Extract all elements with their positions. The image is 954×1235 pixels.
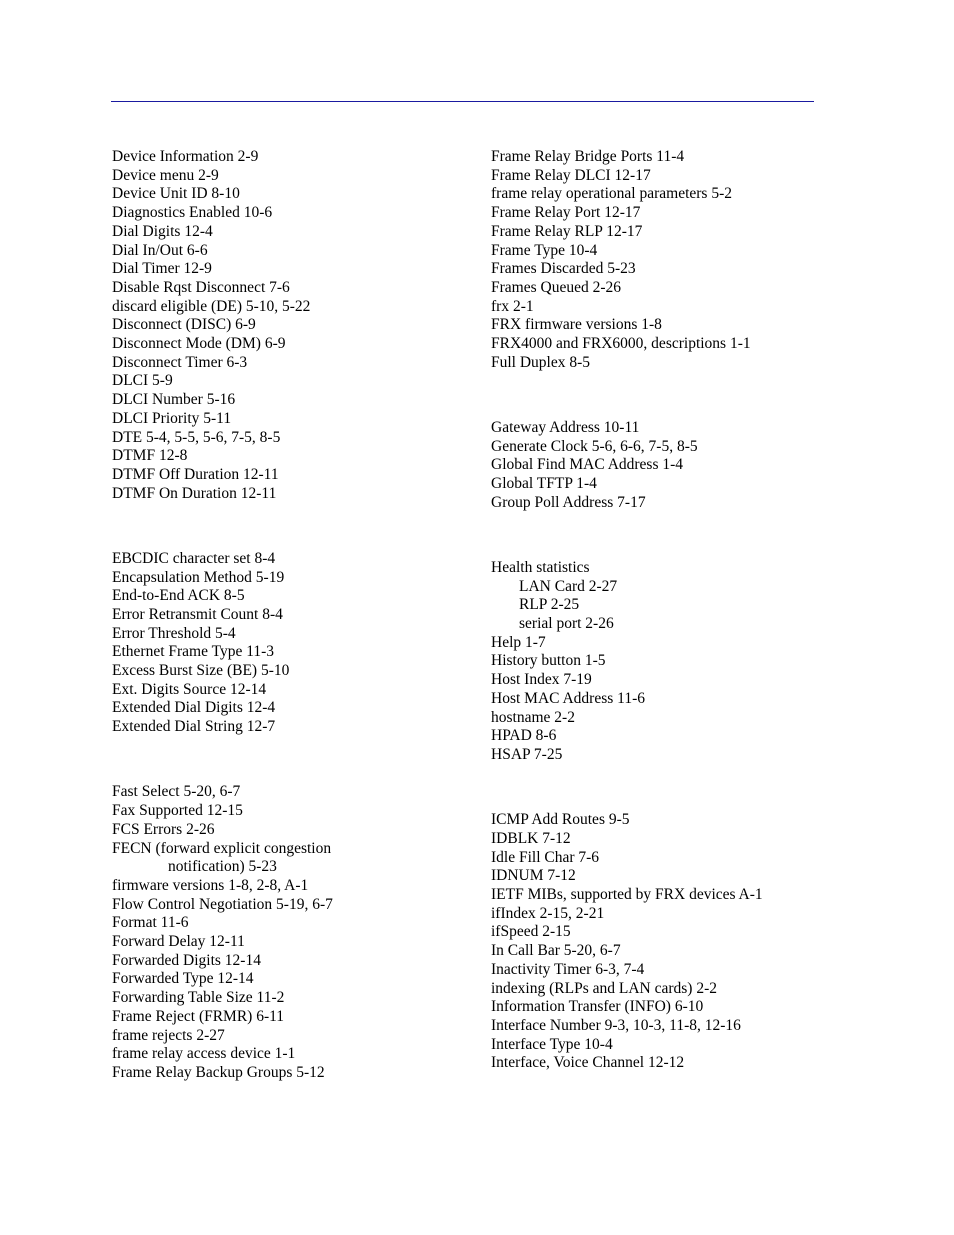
index-entry: Interface Type 10-4 [491,1035,613,1053]
index-entry: Ext. Digits Source 12-14 [112,680,267,698]
index-entry: Group Poll Address 7-17 [491,493,646,511]
index-entry: IDNUM 7-12 [491,867,576,885]
index-group [491,148,851,372]
index-entry: ICMP Add Routes 9-5 [491,811,630,829]
index-entry: frame relay operational parameters 5-2 [491,185,732,203]
index-entry: firmware versions 1-8, 2-8, A-1 [112,876,309,894]
index-entry: indexing (RLPs and LAN cards) 2-2 [491,979,717,997]
index-entry: HSAP 7-25 [491,745,563,763]
index-subentry: LAN Card 2-27 [519,577,618,595]
index-entry: Diagnostics Enabled 10-6 [112,204,273,222]
index-entry: DLCI Number 5-16 [112,391,236,409]
index-group [491,559,851,765]
index-entry: frx 2-1 [491,297,534,315]
index-entry: DLCI Priority 5-11 [112,409,232,427]
index-entry: Forwarding Table Size 11-2 [112,989,285,1007]
index-entry: Interface, Voice Channel 12-12 [491,1054,685,1072]
index-entry: IDBLK 7-12 [491,829,571,847]
index-entry: Frame Relay DLCI 12-17 [491,166,651,184]
index-entry: Device Information 2-9 [112,148,259,165]
group-spacer [491,372,851,419]
index-entry: hostname 2-2 [491,708,575,726]
index-entry: DTMF Off Duration 12-11 [112,465,279,483]
index-entry: DTMF 12-8 [112,447,188,465]
index-entry: ifSpeed 2-15 [491,923,571,941]
index-entry: Interface Number 9-3, 10-3, 11-8, 12-16 [491,1016,741,1034]
index-entry: Help 1-7 [491,633,546,651]
index-entry: FECN (forward explicit congestion [112,839,332,857]
index-entry: Global TFTP 1-4 [491,475,597,493]
index-subentry: serial port 2-26 [519,615,614,633]
index-entry: Dial In/Out 6-6 [112,241,208,259]
index-entry: Excess Burst Size (BE) 5-10 [112,662,290,680]
index-entry: DLCI 5-9 [112,372,173,390]
index-entry: In Call Bar 5-20, 6-7 [491,942,621,960]
index-entry-continuation: notification) 5-23 [168,858,277,876]
index-entry: Device menu 2-9 [112,166,219,184]
index-group [112,148,472,503]
index-entry: Disconnect Timer 6-3 [112,353,248,371]
group-spacer [112,737,472,784]
index-entry: Frame Relay Bridge Ports 11-4 [491,148,685,165]
index-entry: Fax Supported 12-15 [112,802,243,820]
index-entry: Information Transfer (INFO) 6-10 [491,998,704,1016]
index-entry: Flow Control Negotiation 5-19, 6-7 [112,895,333,913]
index-entry: Fast Select 5-20, 6-7 [112,783,241,801]
index-entry: Encapsulation Method 5-19 [112,568,285,586]
group-spacer [491,765,851,812]
index-entry: Extended Dial Digits 12-4 [112,699,276,717]
index-entry: frame rejects 2-27 [112,1026,225,1044]
index-entry: Frame Relay Port 12-17 [491,204,641,222]
index-entry: Full Duplex 8-5 [491,353,591,371]
index-entry: frame relay access device 1-1 [112,1045,296,1063]
index-entry: Frame Reject (FRMR) 6-11 [112,1007,285,1025]
index-group [112,783,472,1082]
index-entry: Forwarded Type 12-14 [112,970,254,988]
index-entry: Gateway Address 10-11 [491,418,640,436]
index-subentry: RLP 2-25 [519,596,580,614]
group-spacer [112,503,472,550]
index-entry: Dial Timer 12-9 [112,260,212,278]
index-entry: Host Index 7-19 [491,671,592,689]
index-entry: History button 1-5 [491,652,606,670]
header-rule [111,101,814,102]
index-entry: Frame Relay Backup Groups 5-12 [112,1063,325,1081]
index-group [112,550,472,737]
index-entry: Disconnect Mode (DM) 6-9 [112,335,286,353]
index-entry: discard eligible (DE) 5-10, 5-22 [112,297,311,315]
index-entry: Error Threshold 5-4 [112,624,236,642]
index-group [491,811,851,1073]
index-entry: Device Unit ID 8-10 [112,185,240,203]
index-entry: Error Retransmit Count 8-4 [112,605,283,623]
index-column-right [491,148,851,1073]
index-entry: Idle Fill Char 7-6 [491,848,600,866]
index-entry: Generate Clock 5-6, 6-6, 7-5, 8-5 [491,437,698,455]
index-entry: Frame Type 10-4 [491,241,598,259]
index-entry: Inactivity Timer 6-3, 7-4 [491,960,645,978]
index-entry: Disable Rqst Disconnect 7-6 [112,278,290,296]
index-entry: Dial Digits 12-4 [112,222,213,240]
index-entry: Disconnect (DISC) 6-9 [112,316,256,334]
index-entry: End-to-End ACK 8-5 [112,587,245,605]
index-entry: Frames Queued 2-26 [491,278,621,296]
index-entry: Health statistics [491,558,590,576]
index-entry: Extended Dial String 12-7 [112,718,276,736]
index-entry: Host MAC Address 11-6 [491,689,646,707]
index-entry: DTE 5-4, 5-5, 5-6, 7-5, 8-5 [112,428,281,446]
index-entry: EBCDIC character set 8-4 [112,549,276,567]
index-entry: Frames Discarded 5-23 [491,260,636,278]
index-entry: HPAD 8-6 [491,727,557,745]
index-entry: FRX firmware versions 1-8 [491,316,662,334]
index-entry: Ethernet Frame Type 11-3 [112,643,275,661]
index-entry: Frame Relay RLP 12-17 [491,222,643,240]
index-entry: Forward Delay 12-11 [112,933,245,951]
index-entry: Format 11-6 [112,914,189,932]
index-column-left [112,148,472,1083]
group-spacer [491,512,851,559]
index-entry: FCS Errors 2-26 [112,820,215,838]
index-entry: ifIndex 2-15, 2-21 [491,904,605,922]
index-group [491,419,851,513]
index-entry: Forwarded Digits 12-14 [112,951,261,969]
index-entry: IETF MIBs, supported by FRX devices A-1 [491,886,763,903]
index-entry: DTMF On Duration 12-11 [112,484,277,502]
index-entry: Global Find MAC Address 1-4 [491,456,684,474]
index-entry: FRX4000 and FRX6000, descriptions 1-1 [491,335,751,353]
